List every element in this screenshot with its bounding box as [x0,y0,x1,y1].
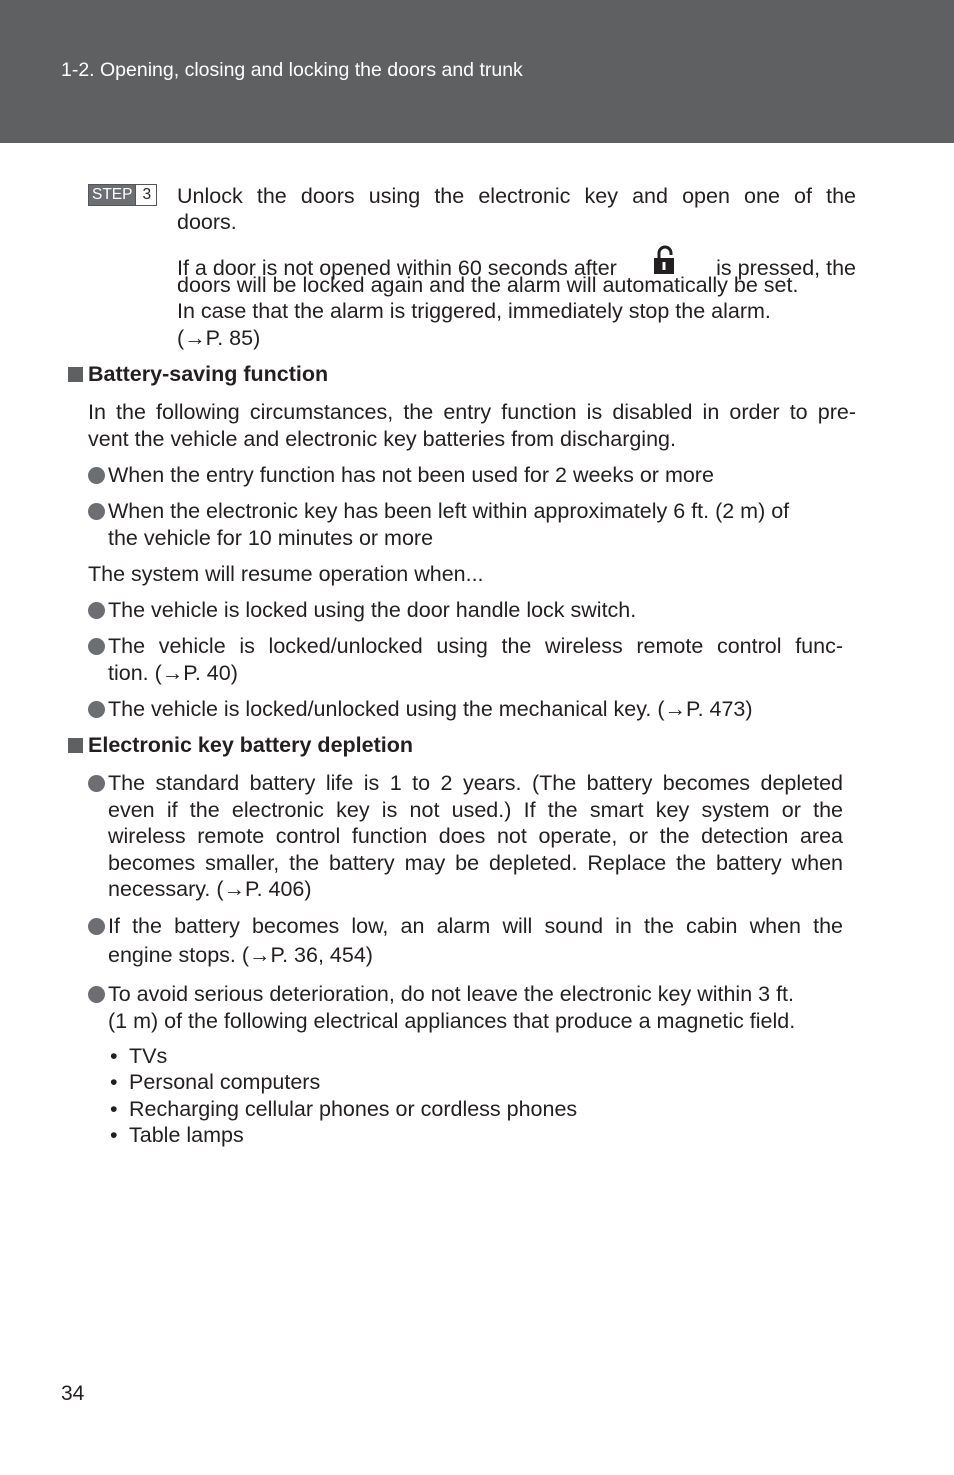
appliance-item: • TVs [110,1044,168,1068]
bullet-dot-icon [88,918,105,935]
step3-note-line4: (→P. 85) [177,326,261,350]
bullet-dot-icon [88,638,105,655]
step-badge-number: 3 [135,185,156,205]
battery-saving-heading-text: Battery-saving function [88,362,329,386]
bullet-dot-icon [88,602,105,619]
section-square-icon [68,367,83,382]
list-item: The vehicle is locked using the door handle lock switch. [88,597,843,624]
bullet-dot-icon [88,701,105,718]
step-badge-label: STEP [89,185,135,205]
list-item: When the entry function has not been used for 2 weeks or more [88,462,843,489]
bullet-dot-icon [88,986,105,1003]
section-title: 1-2. Opening, closing and locking the doors and trunk [61,59,523,81]
battery-saving-intro-line1: In the following circumstances, the entry function is disabled in order to pre- [88,400,856,424]
page-number: 34 [61,1382,85,1405]
list-item: When the electronic key has been left within approximately 6 ft. (2 m) of the vehicle for 10 minutes or more [88,498,843,551]
list-item: The vehicle is locked/unlocked using the mechanical key. (→P. 473) [88,696,843,723]
step3-note-line2: doors will be locked again and the alarm will automatically be set. [177,273,799,297]
step3-note-part2: is pressed, the [716,256,856,280]
section-square-icon [68,738,83,753]
list-item: The vehicle is locked/unlocked using the wireless remote control func- tion. (→P. 40) [88,633,843,686]
bullet-dot-icon [88,503,105,520]
battery-saving-intro-line2: vent the vehicle and electronic key batteries from discharging. [88,427,676,451]
unlock-icon [652,245,678,275]
list-item: To avoid serious deterioration, do not leave the electronic key within 3 ft. (1 m) of the following electrical appliances that produce a magnetic field. [88,981,843,1034]
resume-text: The system will resume operation when... [88,562,484,586]
step-badge [88,184,157,206]
appliance-item: • Recharging cellular phones or cordless phones [110,1097,578,1121]
step3-note-line3: In case that the alarm is triggered, immediately stop the alarm. [177,299,771,323]
bullet-dot-icon [88,775,105,792]
step3-instruction-line2: doors. [177,210,237,234]
battery-saving-heading [68,361,328,388]
page-header-bar [0,0,954,143]
step3-note-part1: If a door is not opened within 60 seconds after [177,256,617,280]
key-battery-heading-text: Electronic key battery depletion [88,733,413,757]
key-battery-heading [68,732,413,759]
step3-instruction-line1: Unlock the doors using the electronic key and open one of the [177,184,856,208]
list-item: The standard battery life is 1 to 2 years. (The battery becomes depleted even if the electronic key is not used.) If the smart key system or the wireless remote control function does not operate, or the detection area becomes smaller, the battery may be depleted. Replace the battery when necessary. (→P. 406) [88,770,843,903]
appliance-item: • Personal computers [110,1070,321,1094]
bullet-dot-icon [88,467,105,484]
appliance-item: • Table lamps [110,1123,244,1147]
list-item: If the battery becomes low, an alarm will sound in the cabin when the engine stops. (→P. 36, 454) [88,913,843,968]
